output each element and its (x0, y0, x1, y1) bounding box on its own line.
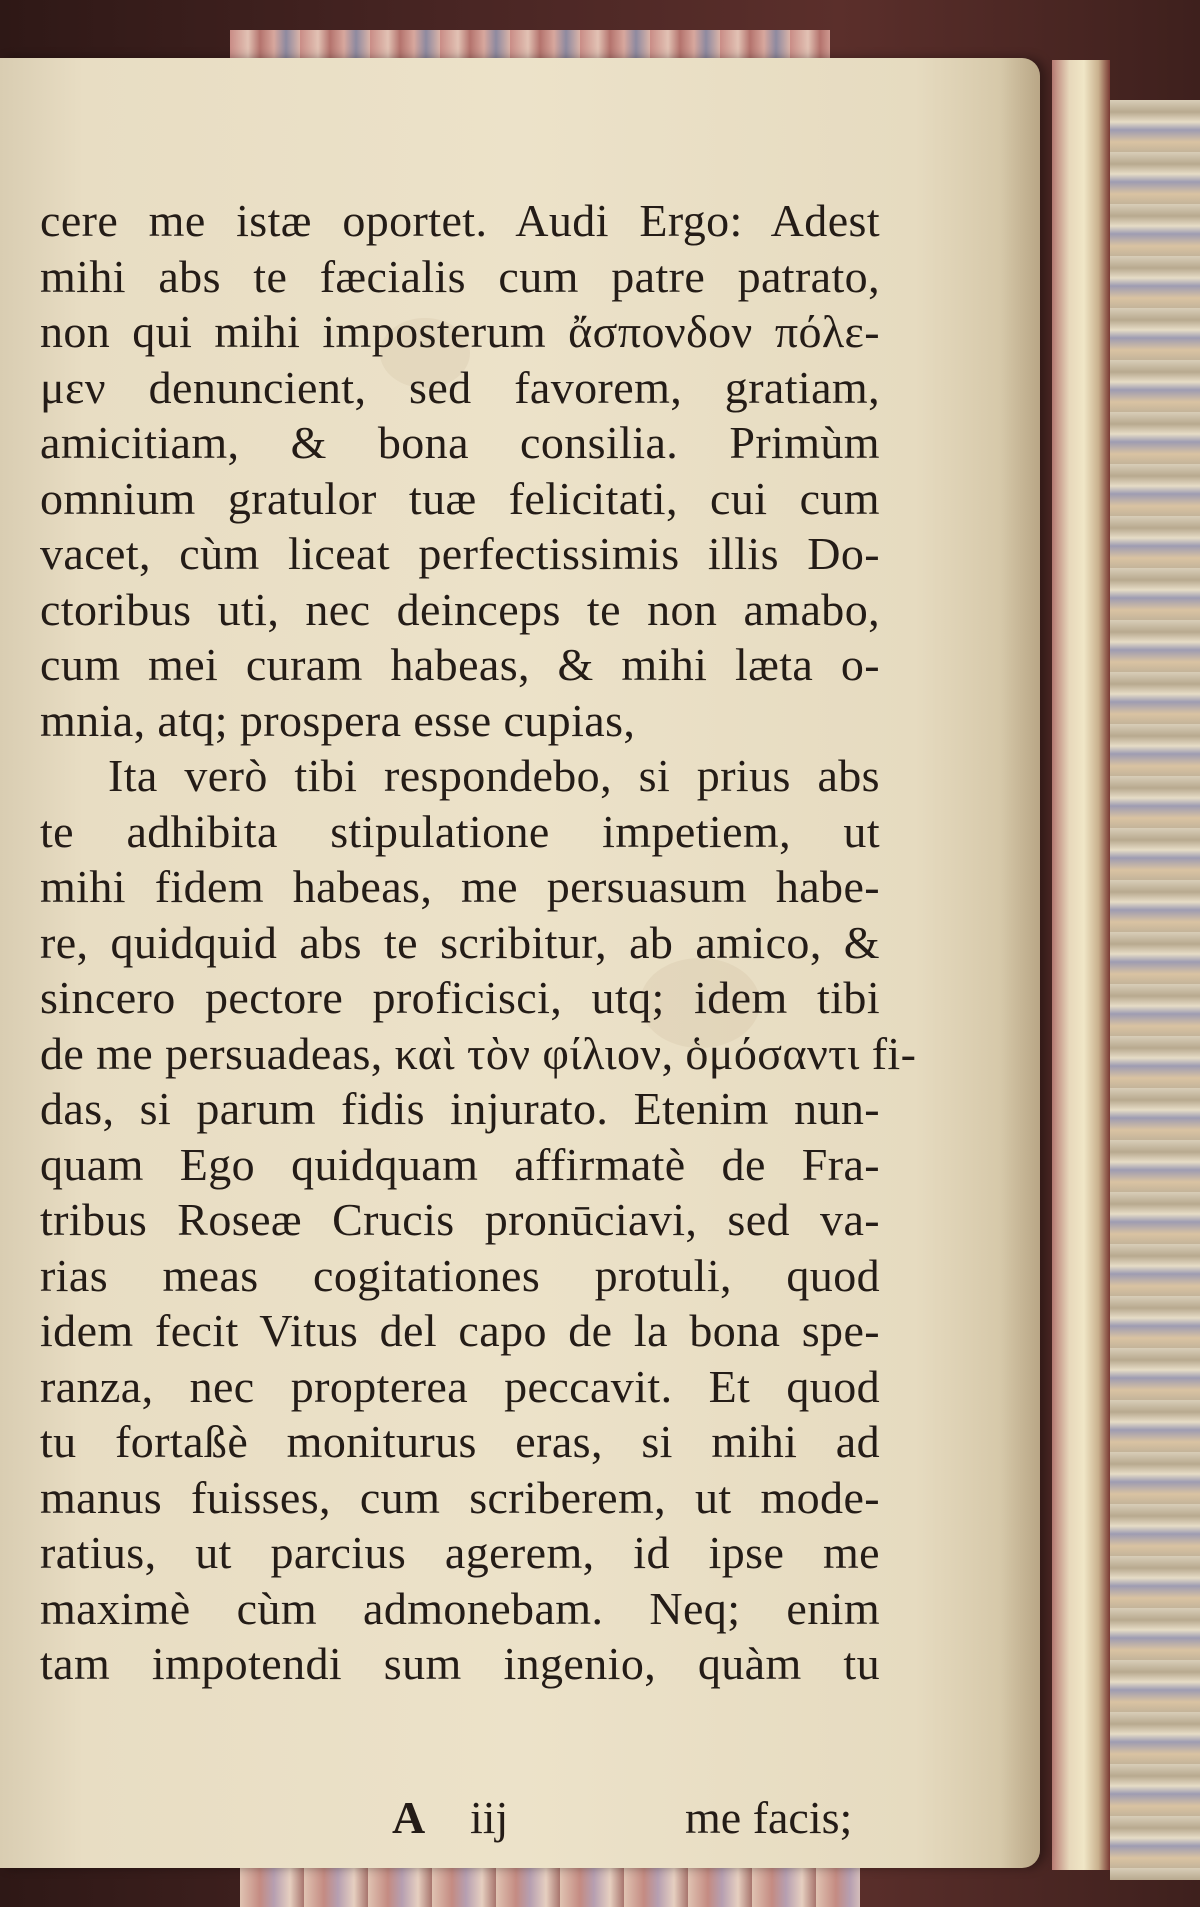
text-line: ratius, ut parcius agerem, id ipse me (40, 1527, 880, 1578)
page-text-block (40, 193, 917, 1843)
signature-mark: A (392, 1792, 426, 1843)
text-line: mihi fidem habeas, me persuasum habe- (40, 861, 880, 912)
text-line: omnium gratulor tuæ felicitati, cui cum (40, 472, 880, 524)
text-line: maximè cùm admonebam. Neq; enim (40, 1582, 880, 1634)
text-line: ctoribus uti, nec deinceps te non amabo, (40, 583, 880, 635)
text-line: vacet, cùm liceat perfectissimis illis Do- (40, 528, 880, 579)
text-line: tu fortaßè moniturus eras, si mihi ad (40, 1416, 880, 1467)
catchword: me facis; (685, 1792, 853, 1843)
text-line: Ita verò tibi respondebo, si prius abs (108, 750, 880, 801)
text-line: idem fecit Vitus del capo de la bona spe- (40, 1305, 880, 1356)
text-line: cum mei curam habeas, & mihi læta o- (40, 639, 880, 690)
text-line: quam Ego quidquam affirmatè de Fra- (40, 1138, 880, 1190)
folio-number: iij (470, 1792, 509, 1843)
text-line: mihi abs te fæcialis cum patre patrato, (40, 250, 880, 302)
text-line: μεν denuncient, sed favorem, gratiam, (40, 361, 880, 413)
text-line: mnia, atq; prospera esse cupias, (40, 694, 636, 746)
page-footer (40, 1790, 880, 1845)
text-line: tam impotendi sum ingenio, quàm tu (40, 1638, 880, 1689)
text-line: sincero pectore proficisci, utq; idem tibi (40, 972, 880, 1023)
text-line: non qui mihi imposterum ἄσπονδον πόλε- (40, 306, 880, 357)
text-line: te adhibita stipulatione impetiem, ut (40, 805, 880, 857)
text-line: tribus Roseæ Crucis pronūciavi, sed va- (40, 1194, 880, 1245)
text-line: ranza, nec propterea peccavit. Et quod (40, 1360, 880, 1412)
text-line: cere me istæ oportet. Audi Ergo: Adest (40, 195, 880, 246)
text-line: re, quidquid abs te scribitur, ab amico, & (40, 916, 880, 968)
text-line: de me persuadeas, καὶ τὸν φίλιον, ὁμόσαντι fi- (40, 1027, 917, 1079)
text-line: manus fuisses, cum scriberem, ut mode- (40, 1471, 880, 1523)
page-edge-stack (1052, 60, 1110, 1870)
book-page (0, 58, 1040, 1868)
text-line: das, si parum fidis injurato. Etenim nun- (40, 1083, 880, 1134)
marbled-page-edges (1110, 100, 1200, 1880)
text-line: rias meas cogitationes protuli, quod (40, 1249, 880, 1301)
text-line: amicitiam, & bona consilia. Primùm (40, 417, 880, 468)
